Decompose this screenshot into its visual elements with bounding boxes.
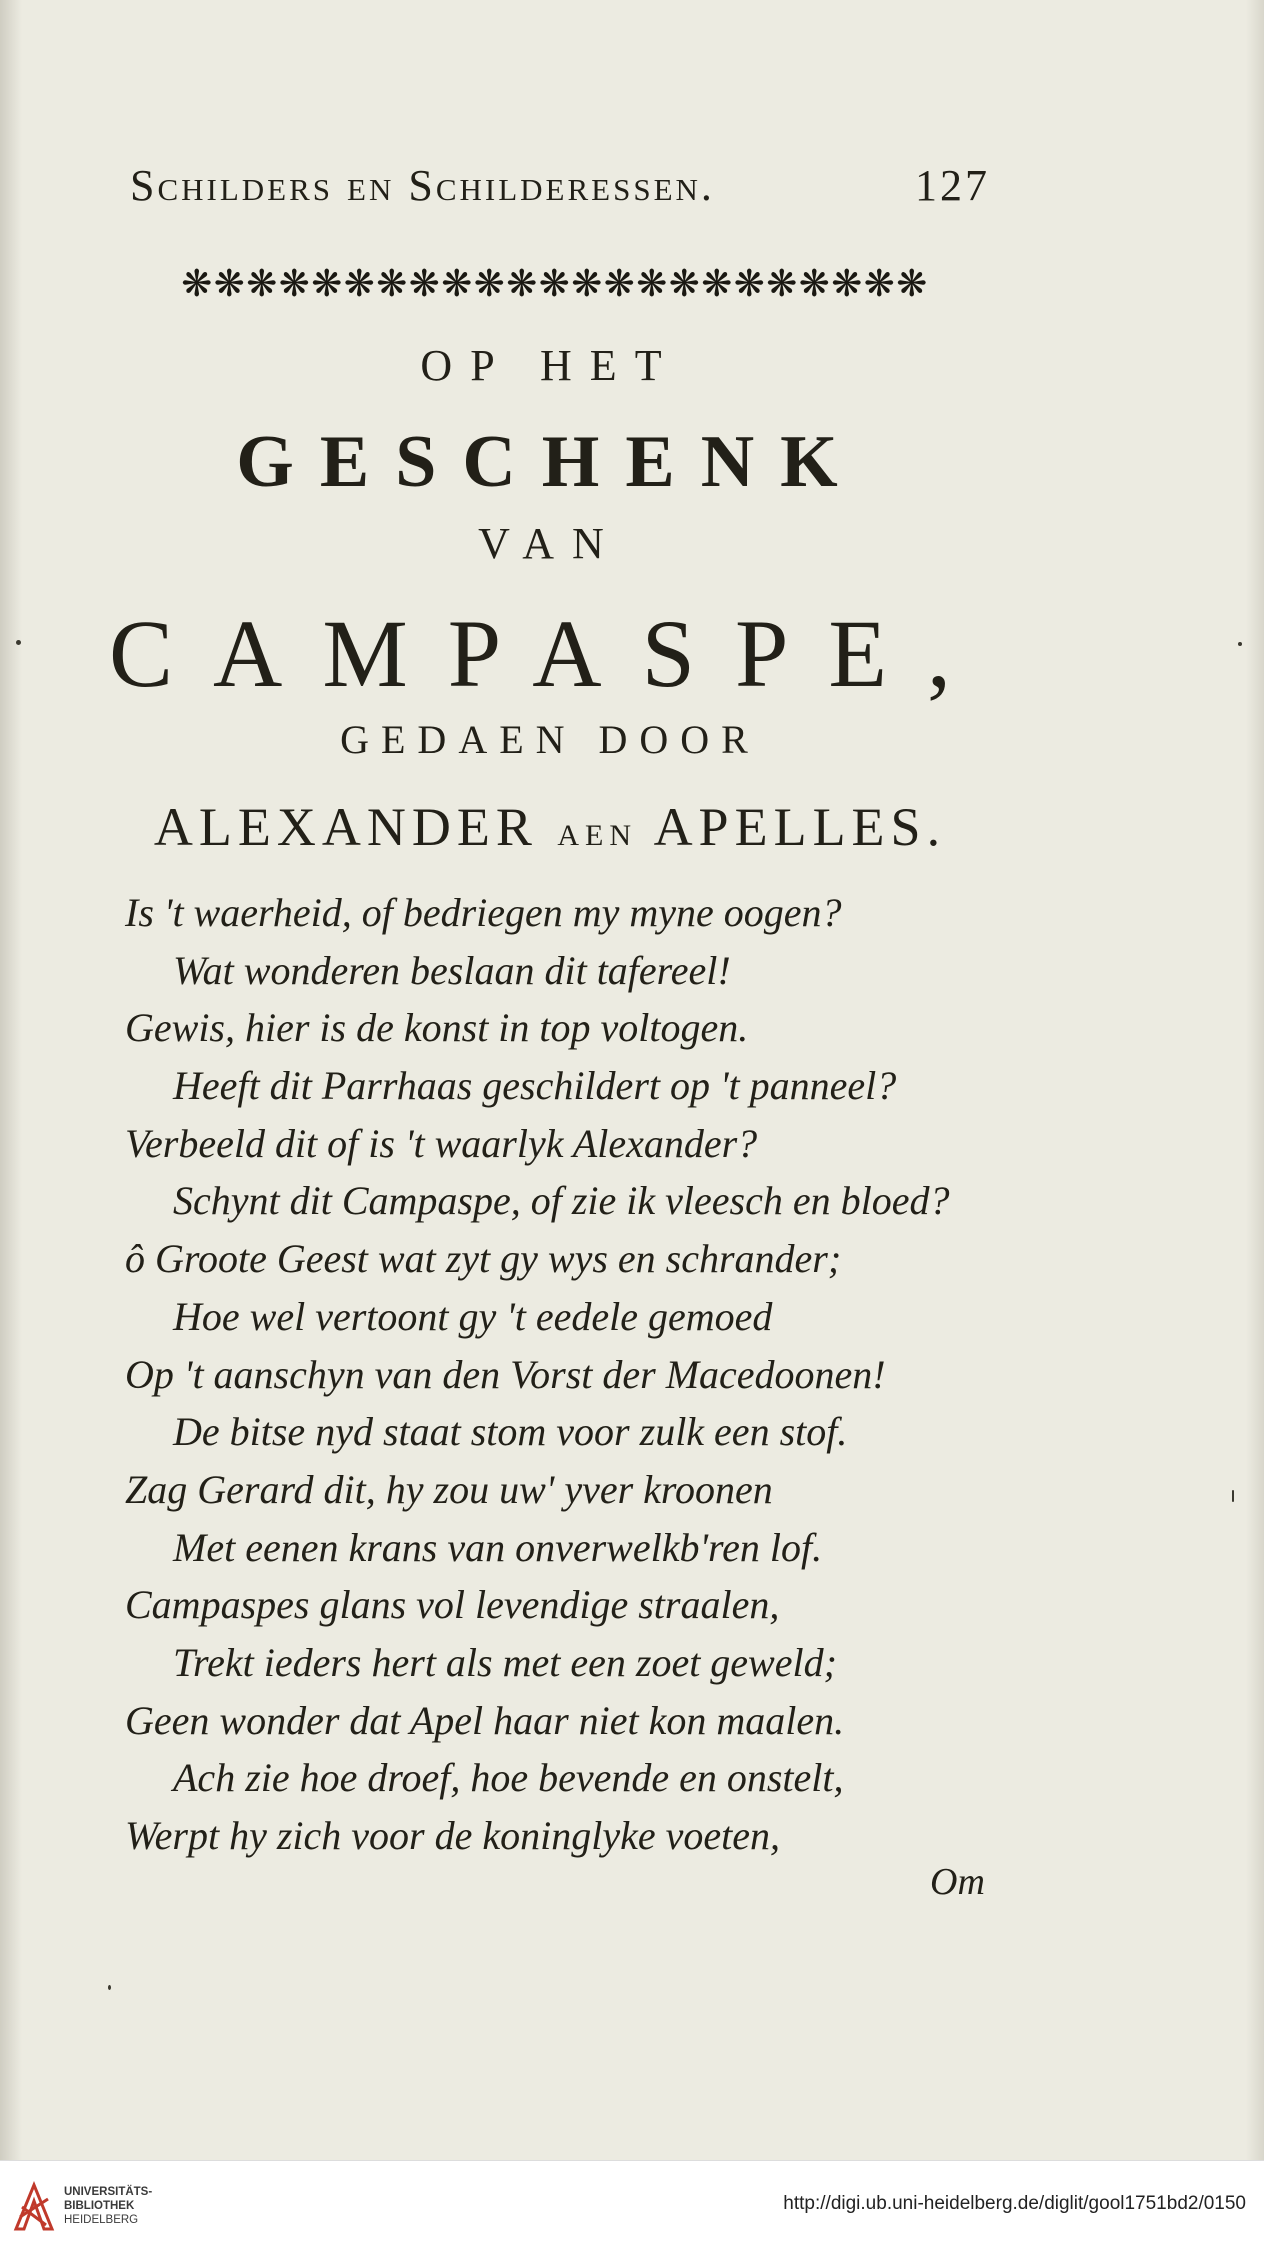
page-number: 127 (915, 161, 990, 210)
verse-line: ô Groote Geest wat zyt gy wys en schrander; (125, 1236, 842, 1282)
running-head (130, 160, 990, 211)
running-head-title: Schilders en Schilderessen. (130, 161, 715, 210)
verse-line: Zag Gerard dit, hy zou uw' yver kroonen (125, 1466, 773, 1512)
verse-line: Met eenen krans van onverwelkb'ren lof. (173, 1524, 823, 1570)
heading-geschenk: GESCHENK (236, 421, 864, 503)
verse-line: Is 't waerheid, of bedriegen my myne oogen? (125, 890, 842, 935)
verse-line: Heeft dit Parrhaas geschildert op 't panneel? (173, 1063, 897, 1109)
heading-gedaen-door: GEDAEN DOOR (340, 717, 760, 762)
verse-line: Gewis, hier is de konst in top voltogen. (125, 1005, 749, 1051)
library-name-line3: HEIDELBERG (64, 2214, 139, 2226)
ornament-border: ❋❋❋❋❋❋❋❋❋❋❋❋❋❋❋❋❋❋❋❋❋❋❋ (181, 262, 929, 305)
page-speck (108, 1985, 111, 1990)
heading-alexander: ALEXANDER (153, 797, 538, 857)
verse-line: De bitse nyd staat stom voor zulk een stof. (173, 1409, 848, 1455)
heading-van: VAN (478, 519, 622, 568)
verse-line: Trekt ieders hert als met een zoet geweld; (173, 1639, 837, 1685)
verse-line: Campaspes glans vol levendige straalen, (125, 1582, 780, 1628)
verse-line: Hoe wel vertoont gy 't eedele gemoed (173, 1293, 773, 1339)
poem-verse (125, 884, 1005, 1865)
university-library-logo (12, 2179, 56, 2235)
verse-line: Verbeeld dit of is 't waarlyk Alexander? (125, 1120, 758, 1166)
viewer-footer (0, 2160, 1264, 2252)
heading-apelles: APELLES. (653, 797, 947, 857)
verse-line: Op 't aanschyn van den Vorst der Macedoonen! (125, 1351, 886, 1397)
verse-line: Schynt dit Campaspe, of zie ik vleesch en bloed? (173, 1178, 950, 1224)
verse-line: Wat wonderen beslaan dit tafereel! (173, 947, 731, 993)
verse-line: Ach zie hoe droef, hoe bevende en onstelt, (173, 1755, 844, 1801)
page-speck (1232, 1490, 1234, 1502)
verse-line: Geen wonder dat Apel haar niet kon maalen. (125, 1697, 845, 1743)
library-name-line2: BIBLIOTHEK (64, 2200, 135, 2212)
heading-aen: AEN (557, 819, 638, 852)
verse-line: Werpt hy zich voor de koninglyke voeten, (125, 1813, 780, 1858)
page-speck (1238, 642, 1242, 646)
library-name (64, 2185, 152, 2227)
heading-op-het: OP HET (420, 341, 680, 390)
heading-campaspe: CAMPASPE, (108, 600, 992, 707)
heading-alexander-aen-apelles (0, 796, 1100, 858)
library-name-line1: UNIVERSITÄTS- (64, 2186, 153, 2198)
permalink-url[interactable]: http://digi.ub.uni-heidelberg.de/diglit/gool1751bd2/0150 (783, 2193, 1246, 2214)
catchword: Om (930, 1861, 985, 1903)
page-speck (16, 640, 21, 645)
